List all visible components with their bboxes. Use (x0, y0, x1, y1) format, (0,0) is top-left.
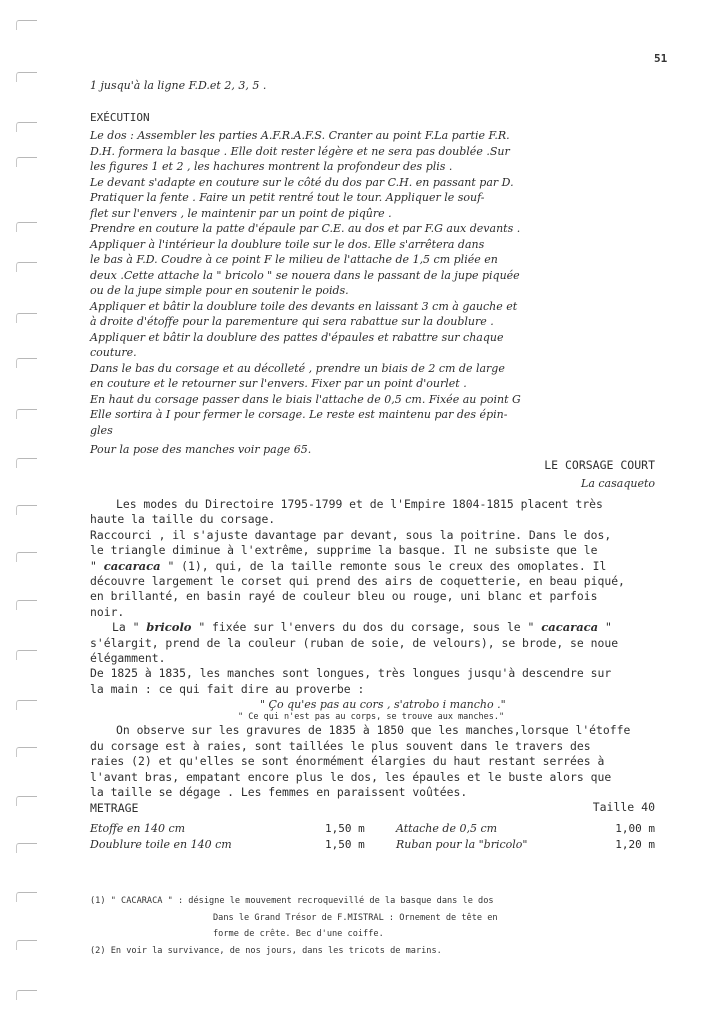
metrage-item: Etoffe en 140 cm (90, 822, 186, 835)
binder-mark (16, 122, 37, 132)
section-subtitle: La casaqueto (581, 477, 655, 490)
metrage-row (90, 838, 665, 853)
execution-line: Prendre en couture la patte d'épaule par C.E. au dos et par F.G aux devants . (90, 222, 521, 235)
metrage-item: Attache de 0,5 cm (396, 822, 498, 835)
binder-mark (16, 358, 37, 368)
body-line-start: La " (112, 620, 147, 635)
execution-line: Appliquer et bâtir la doublure toile des devants en laissant 3 cm à gauche et (90, 299, 518, 313)
execution-line: Appliquer à l'intérieur la doublure toile sur le dos. Elle s'arrêtera dans (90, 237, 485, 251)
body-line: du corsage est à raies, sont taillées le plus souvent dans le travers des (90, 738, 591, 753)
binder-mark (16, 262, 37, 272)
body-line: noir. (90, 604, 125, 619)
binder-mark (16, 650, 37, 660)
proverb: " Ço qu'es pas au cors , s'atrobo i mancho ." (260, 698, 506, 712)
body-line: l'avant bras, empatant encore plus le dos, les épaules et le buste alors que (90, 769, 612, 784)
binder-mark (16, 796, 37, 806)
body-line: raies (2) et qu'elles se sont énormément élargies du haut restant serrées à (90, 754, 605, 769)
footnote-2: (2) En voir la survivance, de nos jours, dans les tricots de marins. (90, 945, 442, 956)
execution-line: Le dos : Assembler les parties A.F.R.A.F.S. Cranter au point F.La partie F.R. (90, 129, 510, 142)
execution-title: EXÉCUTION (90, 111, 150, 124)
body-line: découvre largement le corset qui prend des airs de coquetterie, en beau piqué, (90, 573, 625, 588)
execution-line: En haut du corsage passer dans le biais l'attache de 0,5 cm. Fixée au point G (90, 392, 521, 406)
footnote-1: (1) " CACARACA " : désigne le mouvement recroquevillé de la basque dans le dos (90, 896, 494, 906)
binder-mark (16, 72, 37, 82)
section-title: LE CORSAGE COURT (544, 458, 655, 472)
binder-mark (16, 700, 37, 710)
body-line: la taille se dégage . Les femmes en paraissent voûtées. (90, 785, 468, 800)
term-cacaraca: cacaraca (103, 558, 161, 573)
execution-line: Elle sortira à I pour fermer le corsage. Le reste est maintenu par des épin- (90, 408, 508, 421)
quote-mark: " (90, 558, 104, 573)
footnote-1-continued: Dans le Grand Trésor de F.MISTRAL : Ornement de tête en (213, 912, 498, 923)
binder-mark (16, 747, 37, 757)
binder-mark (16, 600, 37, 610)
quote-mark: " (598, 620, 612, 635)
execution-last-line: Pour la pose des manches voir page 65. (90, 443, 312, 456)
body-text (90, 497, 670, 800)
body-line-rest: " (1), qui, de la taille remonte sous le creux des omoplates. Il (160, 558, 607, 573)
body-line (90, 620, 670, 635)
execution-line: à droite d'étoffe pour la parementure qui sera rabattue sur la doublure . (90, 315, 494, 328)
execution-line: gles (90, 423, 113, 437)
metrage-row (90, 822, 665, 837)
binder-mark (16, 843, 37, 853)
binder-mark (16, 157, 37, 167)
term-bricolo: bricolo (146, 620, 192, 635)
body-line: De 1825 à 1835, les manches sont longues, très longues jusqu'à descendre sur (90, 666, 612, 681)
binder-margin (0, 0, 40, 1024)
execution-line: flet sur l'envers , le maintenir par un point de piqûre . (90, 206, 392, 220)
body-line: s'élargit, prend de la couleur (ruban de soie, de velours), se brode, se noue (90, 635, 619, 650)
body-line: la main : ce qui fait dire au proverbe : (90, 681, 365, 696)
metrage-item: Ruban pour la "bricolo" (396, 838, 528, 851)
binder-mark (16, 892, 37, 902)
page-number: 51 (654, 52, 668, 65)
body-line-mid: " fixée sur l'envers du dos du corsage, sous le " (191, 620, 542, 635)
metrage-item: Doublure toile en 140 cm (90, 838, 232, 851)
body-line: Les modes du Directoire 1795-1799 et de l'Empire 1804-1815 placent très (116, 497, 603, 511)
execution-line: ou de la jupe simple pour en soutenir le poids. (90, 284, 349, 297)
binder-mark (16, 409, 37, 419)
execution-line: Dans le bas du corsage et au décolleté , prendre un biais de 2 cm de large (90, 361, 505, 375)
footnotes (90, 893, 680, 959)
body-line: Raccourci , il s'ajuste davantage par devant, sous la poitrine. Dans le dos, (90, 527, 612, 542)
execution-line: le bas à F.D. Coudre à ce point F le milieu de l'attache de 1,5 cm pliée en (90, 253, 498, 266)
binder-mark (16, 940, 37, 950)
binder-mark (16, 552, 37, 562)
execution-line: en couture et le retourner sur l'envers. Fixer par un point d'ourlet . (90, 377, 467, 390)
execution-line: Pratiquer la fente . Faire un petit rentré tout le tour. Appliquer le souf- (90, 191, 485, 204)
body-line (90, 559, 670, 574)
execution-line: Le devant s'adapte en couture sur le côté du dos par C.H. en passant par D. (90, 175, 514, 189)
execution-line: les figures 1 et 2 , les hachures montrent la profondeur des plis . (90, 160, 453, 173)
metrage-quantity: 1,50 m (325, 822, 365, 835)
footnote-1-continued: forme de crête. Bec d'une coiffe. (213, 929, 384, 939)
binder-mark (16, 20, 37, 30)
size-label: Taille 40 (592, 800, 655, 814)
metrage-title: METRAGE (90, 801, 139, 815)
binder-mark (16, 990, 37, 1000)
body-line: haute la taille du corsage. (90, 512, 276, 527)
body-line: en brillanté, en basin rayé de couleur bleu ou rouge, uni blanc et parfois (90, 589, 598, 604)
binder-mark (16, 313, 37, 323)
execution-line: D.H. formera la basque . Elle doit rester légère et ne sera pas doublée .Sur (90, 144, 510, 158)
body-line: On observe sur les gravures de 1835 à 1850 que les manches,lorsque l'étoffe (116, 723, 631, 738)
metrage-quantity: 1,20 m (615, 838, 655, 851)
binder-mark (16, 222, 37, 232)
execution-line: couture. (90, 346, 137, 359)
intro-line: 1 jusqu'à la ligne F.D.et 2, 3, 5 . (90, 79, 267, 92)
body-line: élégamment. (90, 650, 166, 665)
metrage-quantity: 1,00 m (615, 822, 655, 835)
binder-mark (16, 458, 37, 468)
term-cacaraca: cacaraca (541, 620, 599, 635)
execution-line: deux .Cette attache la " bricolo " se nouera dans le passant de la jupe piquée (90, 268, 520, 282)
proverb-gloss: " Ce qui n'est pas au corps, se trouve aux manches." (238, 712, 505, 723)
execution-line: Appliquer et bâtir la doublure des pattes d'épaules et rabattre sur chaque (90, 330, 504, 344)
body-line: le triangle diminue à l'extrême, supprime la basque. Il ne subsiste que le (90, 543, 598, 558)
execution-body (90, 128, 665, 458)
metrage-quantity: 1,50 m (325, 838, 365, 851)
binder-mark (16, 505, 37, 515)
